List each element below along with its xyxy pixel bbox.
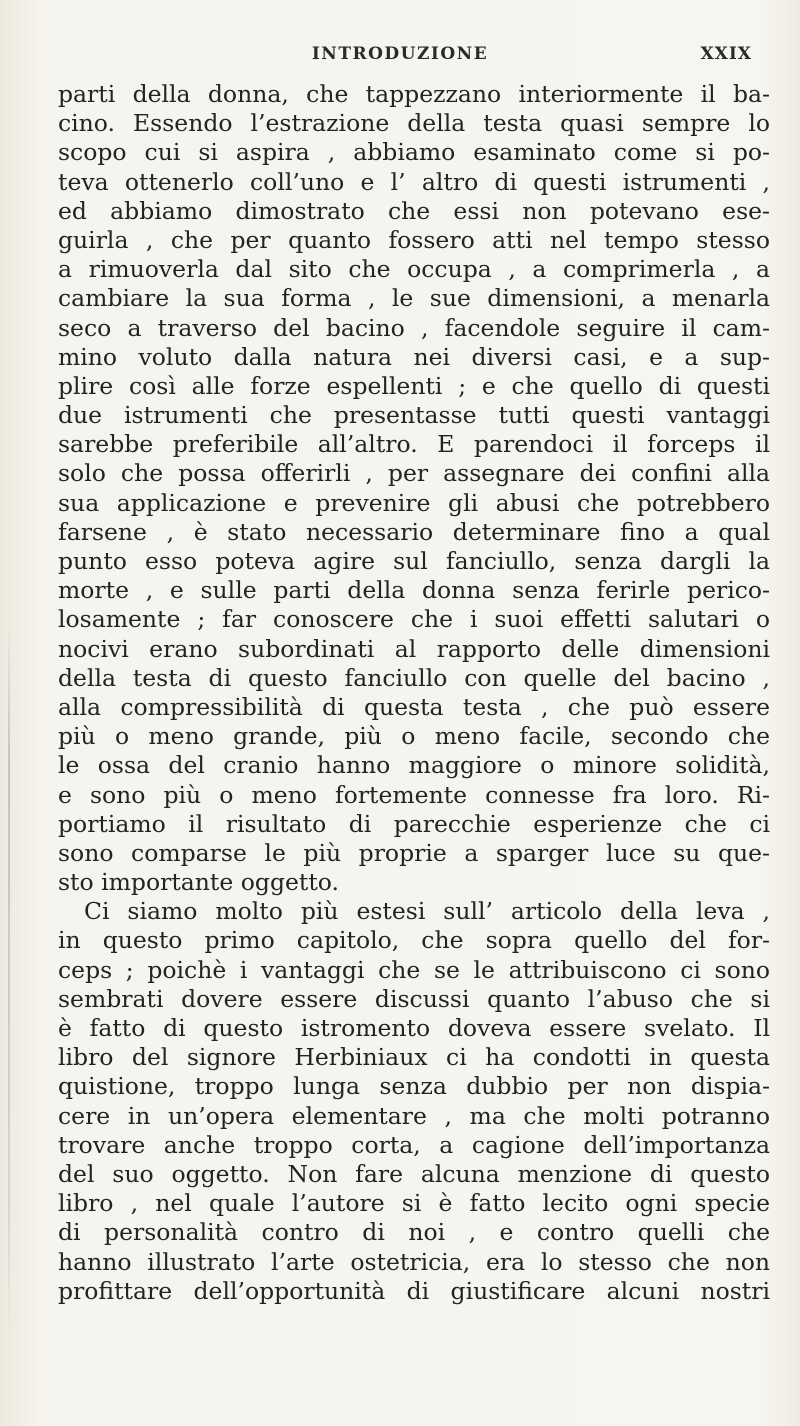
text-line: guirla , che per quanto fossero atti nel tempo stesso xyxy=(58,225,770,254)
text-line: profittare dell’opportunità di giustificare alcuni nostri xyxy=(58,1276,770,1305)
text-line: parti della donna, che tappezzano interiormente il ba- xyxy=(58,80,770,108)
text-line: plire così alle forze espellenti ; e che quello di questi xyxy=(58,371,770,400)
text-line: hanno illustrato l’arte ostetricia, era lo stesso che non xyxy=(58,1247,770,1276)
text-line: farsene , è stato necessario determinare fino a qual xyxy=(58,517,770,546)
text-line: di personalità contro di noi , e contro quelli che xyxy=(58,1218,770,1247)
text-line: e sono più o meno fortemente connesse fra loro. Ri- xyxy=(58,780,770,809)
text-line: libro del signore Herbiniaux ci ha condotti in questa xyxy=(58,1043,770,1072)
text-line: cambiare la sua forma , le sue dimensioni, a menarla xyxy=(58,284,770,313)
running-title: INTRODUZIONE xyxy=(311,44,489,64)
text-line: losamente ; far conoscere che i suoi effetti salutari o xyxy=(58,605,770,634)
text-line: sua applicazione e prevenire gli abusi che potrebbero xyxy=(58,488,770,517)
text-line: scopo cui si aspira , abbiamo esaminato come si po- xyxy=(58,138,770,167)
text-line: due istrumenti che presentasse tutti questi vantaggi xyxy=(58,401,770,430)
text-line: cere in un’opera elementare , ma che molti potranno xyxy=(58,1101,770,1130)
text-line: libro , nel quale l’autore si è fatto lecito ogni specie xyxy=(58,1189,770,1218)
text-line: della testa di questo fanciullo con quelle del bacino , xyxy=(58,663,770,692)
text-line: in questo primo capitolo, che sopra quello del for- xyxy=(58,926,770,955)
text-line: ceps ; poichè i vantaggi che se le attribuiscono ci sono xyxy=(58,955,770,984)
text-line: del suo oggetto. Non fare alcuna menzione di questo xyxy=(58,1159,770,1188)
text-line: morte , e sulle parti della donna senza ferirle perico- xyxy=(58,576,770,605)
text-line: trovare anche troppo corta, a cagione dell’importanza xyxy=(58,1130,770,1159)
text-line: portiamo il risultato di parecchie esperienze che ci xyxy=(58,809,770,838)
text-line: a rimuoverla dal sito che occupa , a comprimerla , a xyxy=(58,255,770,284)
page-header xyxy=(0,44,800,68)
text-line: sto importante oggetto. xyxy=(58,868,339,897)
text-line: punto esso poteva agire sul fanciullo, senza dargli la xyxy=(58,547,770,575)
text-line: più o meno grande, più o meno facile, secondo che xyxy=(58,722,770,751)
text-line: teva ottenerlo coll’uno e l’ altro di questi istrumenti , xyxy=(58,167,770,196)
text-line: le ossa del cranio hanno maggiore o minore solidità, xyxy=(58,751,770,780)
text-line: sembrati dovere essere discussi quanto l’abuso che si xyxy=(58,984,770,1013)
text-line: sono comparse le più proprie a sparger luce su que- xyxy=(58,838,770,867)
body-text xyxy=(58,80,770,1306)
text-line: Ci siamo molto più estesi sull’ articolo della leva , xyxy=(84,897,770,926)
text-line: alla compressibilità di questa testa , che può essere xyxy=(58,692,770,721)
text-line: cino. Essendo l’estrazione della testa quasi sempre lo xyxy=(58,109,770,138)
page-edge-shadow xyxy=(8,620,10,1340)
text-line: seco a traverso del bacino , facendole seguire il cam- xyxy=(58,313,770,342)
text-line: solo che possa offerirli , per assegnare dei confini alla xyxy=(58,459,770,488)
text-line: è fatto di questo istromento doveva essere svelato. Il xyxy=(58,1014,770,1042)
text-line: quistione, troppo lunga senza dubbio per non dispia- xyxy=(58,1072,770,1101)
text-line: sarebbe preferibile all’altro. E parendoci il forceps il xyxy=(58,430,770,459)
text-line: mino voluto dalla natura nei diversi casi, e a sup- xyxy=(58,342,770,371)
text-line: ed abbiamo dimostrato che essi non potevano ese- xyxy=(58,196,770,225)
page-number: XXIX xyxy=(700,44,752,64)
text-line: nocivi erano subordinati al rapporto delle dimensioni xyxy=(58,634,770,663)
